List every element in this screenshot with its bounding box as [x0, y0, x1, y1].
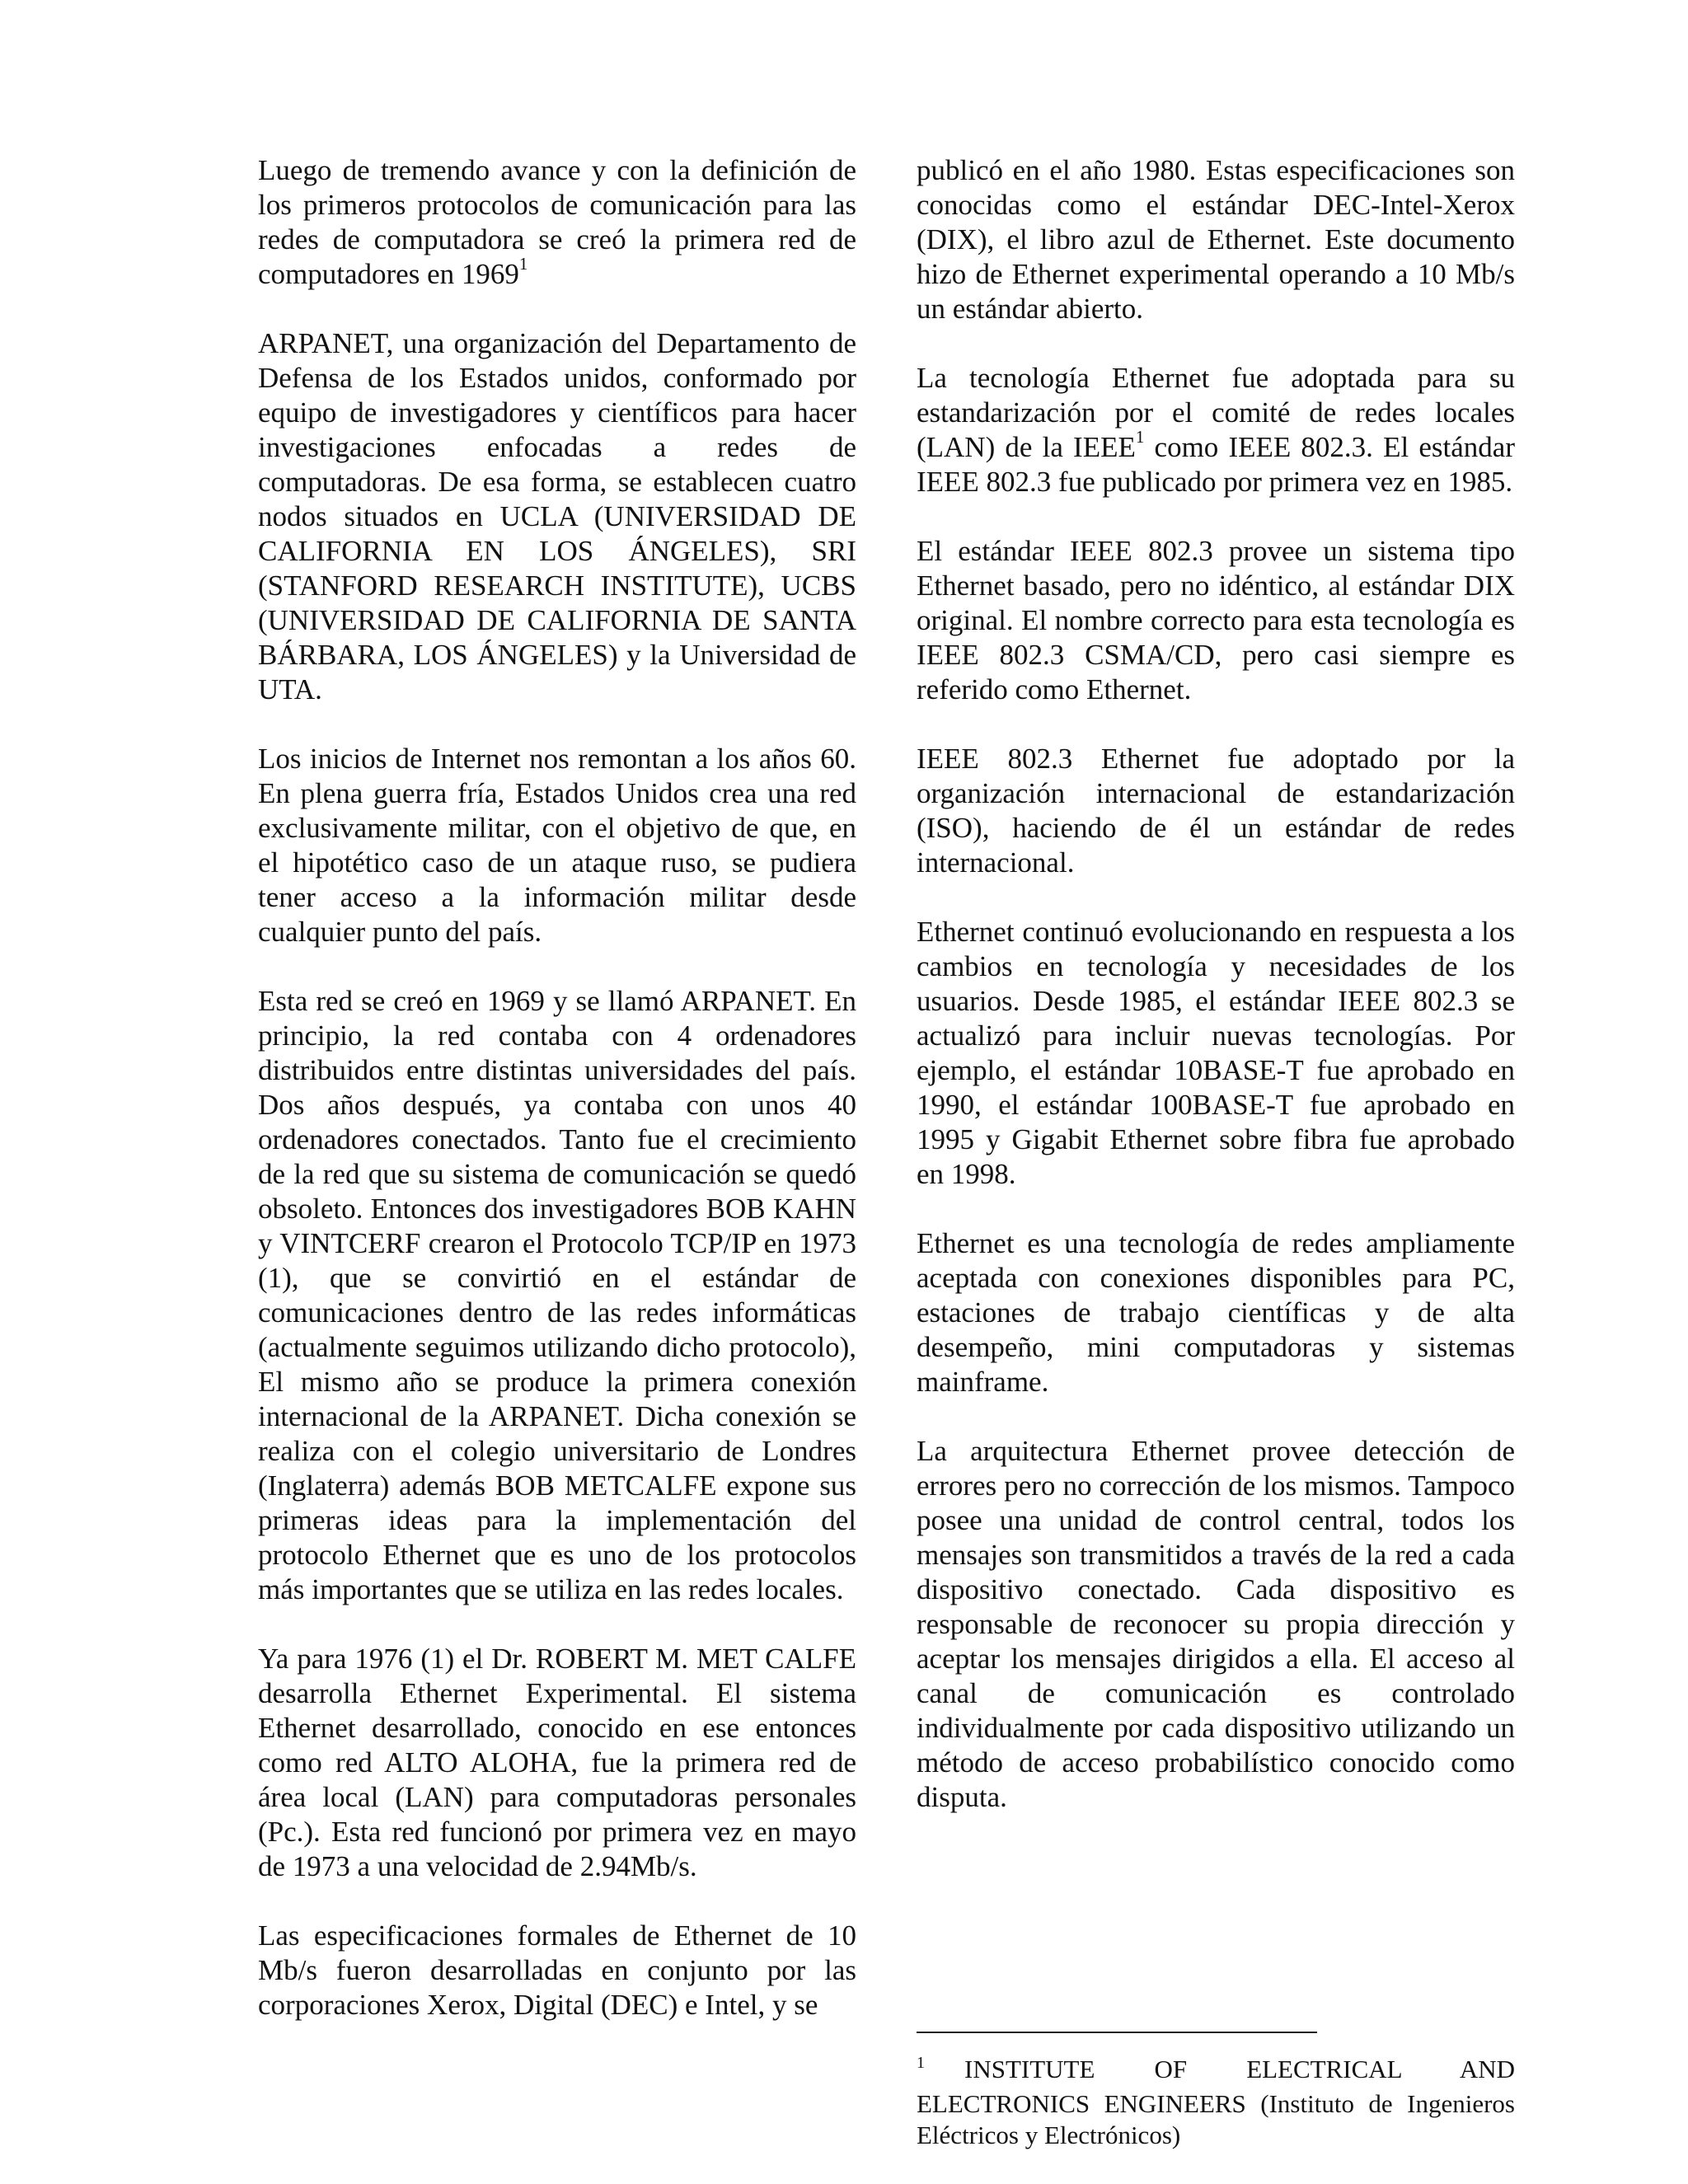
paragraph [917, 361, 1515, 499]
paragraph: Ethernet continuó evolucionando en respuesta a los cambios en tecnología y necesidades de los usuarios. Desde 1985, el estándar IEEE 802.3 se actualizó para incluir nuevas tecnologías. Por ejemplo, el estándar 10BASE-T fue aprobado en 1990, el estándar 100BASE-T fue aprobado en 1995 y Gigabit Ethernet sobre fibra fue aprobado en 1998. [917, 916, 1515, 1190]
paragraph: La arquitectura Ethernet provee detección de errores pero no corrección de los mismos. Tampoco posee una unidad de control central, todos los mensajes son transmitidos a través de la red a cada dispositivo conectado. Cada dispositivo es responsable de reconocer su propia dirección y aceptar los mensajes dirigidos a ella. El acceso al canal de comunicación es controlado individualmente por cada dispositivo utilizando un método de acceso probabilístico conocido como disputa. [917, 1435, 1515, 1813]
left-column [258, 153, 856, 2057]
paragraph: Ya para 1976 (1) el Dr. ROBERT M. MET CALFE desarrolla Ethernet Experimental. El sistema Ethernet desarrollado, conocido en ese entonces como red ALTO ALOHA, fue la primera red de área local (LAN) para computadoras personales (Pc.). Esta red funcionó por primera vez en mayo de 1973 a una velocidad de 2.94Mb/s. [258, 1643, 856, 1882]
paragraph-text: Luego de tremendo avance y con la definición de los primeros protocolos de comunicación para las redes de computadora se creó la primera red de computadores en 1969 [258, 154, 856, 290]
paragraph: Las especificaciones formales de Ethernet de 10 Mb/s fueron desarrolladas en conjunto por las corporaciones Xerox, Digital (DEC) e Intel, y se [258, 1919, 856, 2021]
footnote-reference: 1 [518, 254, 528, 274]
paragraph: IEEE 802.3 Ethernet fue adoptado por la organización internacional de estandarización (ISO), haciendo de él un estándar de redes internacional. [917, 743, 1515, 879]
paragraph-text: La tecnología Ethernet fue adoptada para su estandarización por el comité de redes locales (LAN) de la IEEE [917, 362, 1515, 463]
footnote-divider [917, 2032, 1317, 2033]
footnote-reference: 1 [1135, 427, 1145, 448]
paragraph: Esta red se creó en 1969 y se llamó ARPANET. En principio, la red contaba con 4 ordenadores distribuidos entre distintas universidades del país. Dos años después, ya contaba con unos 40 ordenadores conectados. Tanto fue el crecimiento de la red que su sistema de comunicación se quedó obsoleto. Entonces dos investigadores BOB KAHN y VINTCERF crearon el Protocolo TCP/IP en 1973 (1), que se convirtió en el estándar de comunicaciones dentro de las redes informáticas (actualmente seguimos utilizando dicho protocolo), El mismo año se produce la primera conexión internacional de la ARPANET. Dicha conexión se realiza con el colegio universitario de Londres (Inglaterra) además BOB METCALFE expone sus primeras ideas para la implementación del protocolo Ethernet que es uno de los protocolos más importantes que se utiliza en las redes locales. [258, 985, 856, 1605]
footnote [917, 2054, 1515, 2151]
paragraph [258, 153, 856, 292]
paragraph: El estándar IEEE 802.3 provee un sistema tipo Ethernet basado, pero no idéntico, al estándar DIX original. El nombre correcto para esta tecnología es IEEE 802.3 CSMA/CD, pero casi siempre es referido como Ethernet. [917, 535, 1515, 705]
paragraph: ARPANET, una organización del Departamento de Defensa de los Estados unidos, conformado por equipo de investigadores y científicos para hacer investigaciones enfocadas a redes de computadoras. De esa forma, se establecen cuatro nodos situados en UCLA (UNIVERSIDAD DE CALIFORNIA EN LOS ÁNGELES), SRI (STANFORD RESEARCH INSTITUTE), UCBS (UNIVERSIDAD DE CALIFORNIA DE SANTA BÁRBARA, LOS ÁNGELES) y la Universidad de UTA. [258, 327, 856, 705]
paragraph: publicó en el año 1980. Estas especificaciones son conocidas como el estándar DEC-Intel-Xerox (DIX), el libro azul de Ethernet. Este documento hizo de Ethernet experimental operando a 10 Mb/s un estándar abierto. [917, 154, 1515, 325]
paragraph-text: como IEEE 802.3. El estándar IEEE 802.3 fue publicado por primera vez en 1985. [917, 431, 1515, 498]
paragraph: Ethernet es una tecnología de redes ampliamente aceptada con conexiones disponibles para PC, estaciones de trabajo científicas y de alta desempeño, mini computadoras y sistemas mainframe. [917, 1227, 1515, 1398]
footnote-text: INSTITUTE OF ELECTRICAL AND ELECTRONICS ENGINEERS (Instituto de Ingenieros Eléctricos y Electrónicos) [917, 2055, 1515, 2149]
right-column [917, 153, 1515, 1849]
paragraph: Los inicios de Internet nos remontan a los años 60. En plena guerra fría, Estados Unidos crea una red exclusivamente militar, con el objetivo de que, en el hipotético caso de un ataque ruso, se pudiera tener acceso a la información militar desde cualquier punto del país. [258, 743, 856, 948]
footnote-mark: 1 [917, 2054, 925, 2072]
